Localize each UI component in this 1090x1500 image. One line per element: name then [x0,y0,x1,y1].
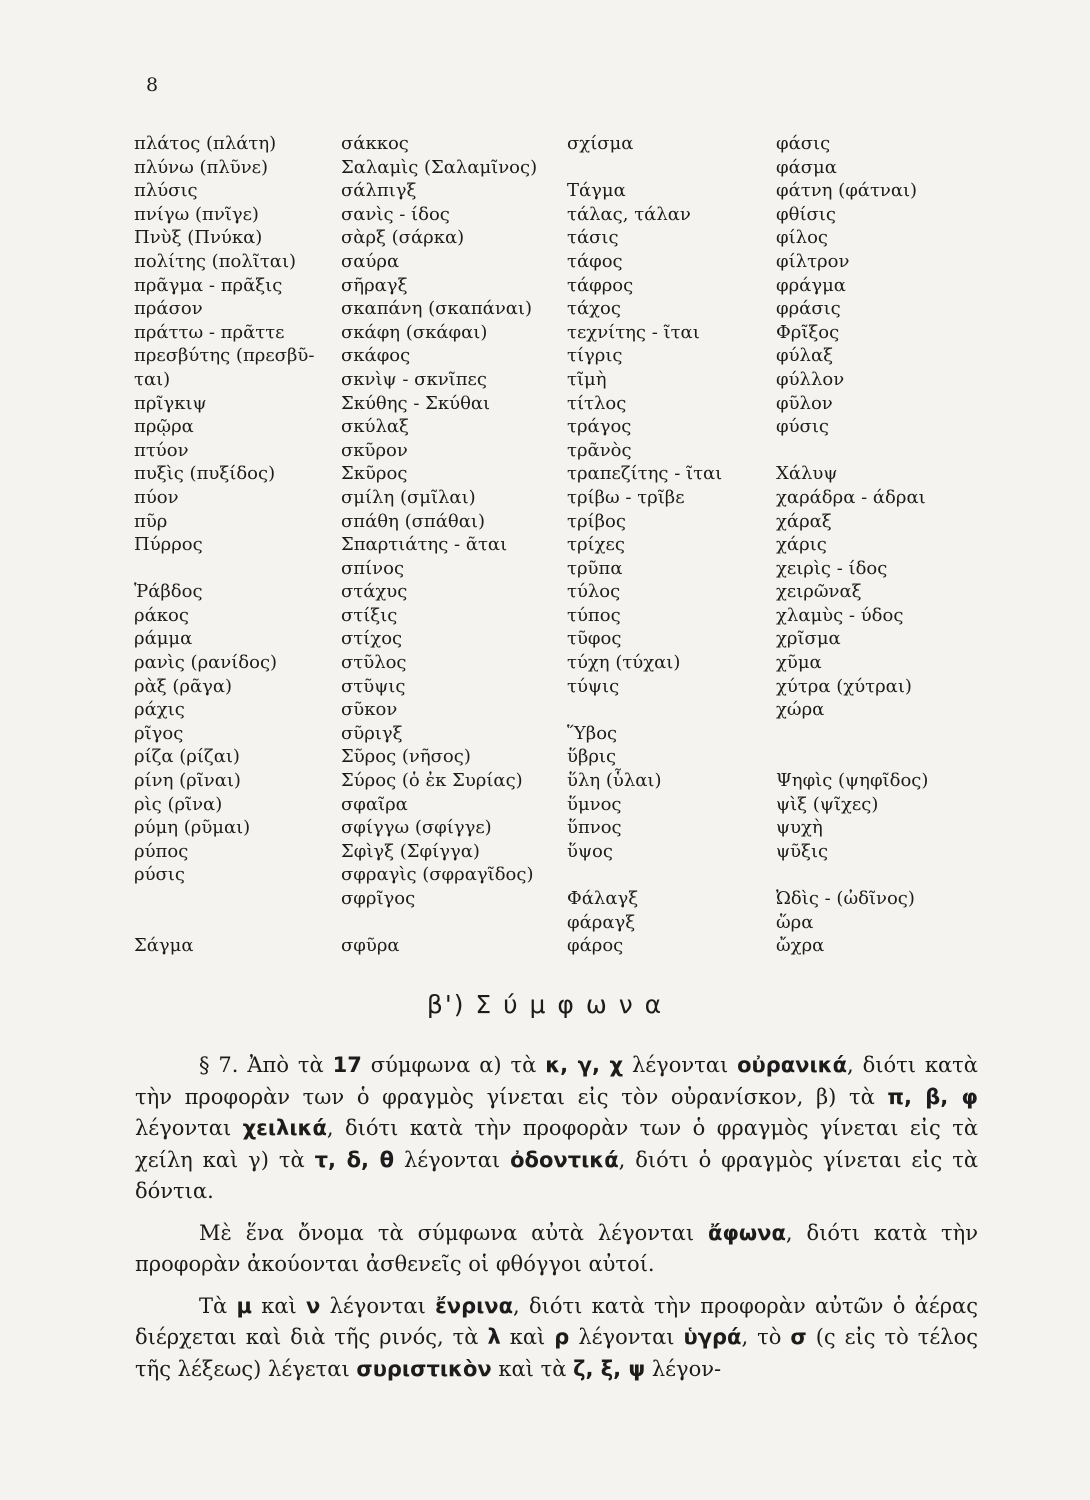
letters-bold: π, β, φ [887,1084,978,1109]
word-entry: τάχος [567,298,621,320]
word-entry: σφραγὶς (σφραγῖδος) [341,864,534,886]
word-entry: φῦλον [776,392,833,414]
text: σύμφωνα α) τὰ [361,1053,546,1077]
word-entry: Σῦρος (νῆσος) [341,746,471,768]
word-entry: ται) [134,368,171,390]
word-entry: πρᾶγμα - πρᾶξις [134,274,283,296]
word-entry: σανὶς - ίδος [341,203,450,225]
word-entry: Σφὶγξ (Σφίγγα) [341,840,480,862]
word-entry: Ὕβος [567,722,618,744]
word-entry: ρίζα (ρίζαι) [134,746,240,768]
word-entry: Ὠδὶς - (ὠδῖνος) [776,888,915,909]
text: λέγονται [569,1325,684,1349]
word-entry: σκάφη (σκάφαι) [341,321,488,343]
word-entry: Φάλαγξ [567,888,639,909]
text: , τὸ [741,1325,791,1349]
word-entry: ρὰξ (ρᾶγα) [134,675,233,697]
word-entry: σαύρα [341,250,400,272]
word-entry: τρίχες [567,534,625,556]
word-entry: Τάγμα [567,180,626,202]
word-entry: φάσμα [776,156,837,178]
word-entry: τρίβω - τρῖβε [567,486,685,508]
word-entry: πύον [134,486,179,508]
body-text [135,1050,978,1395]
word-entry [567,698,722,722]
word-entry: χειρὶς - ίδος [776,557,888,579]
word-entry: σὰρξ (σάρκα) [341,227,465,249]
number-bold: 17 [332,1053,362,1077]
word-entry: σμίλη (σμῖλαι) [341,486,476,508]
word-entry: φάσις [776,133,831,154]
word-entry: φύλαξ [776,345,834,367]
word-entry: Φρῖξος [776,321,840,343]
word-entry: Σπαρτιάτης - ᾶται [341,534,508,556]
word-entry [776,722,928,746]
word-entry: ὤχρα [776,935,825,957]
word-entry: πῦρ [134,510,168,532]
word-entry: τρᾶνὸς [567,439,632,461]
word-entry: σῦριγξ [341,722,403,744]
word-entry: Σαλαμὶς (Σαλαμῖνος) [341,156,538,178]
text: λέγονται [135,1116,243,1140]
word-entry [567,863,722,887]
word-entry: φάρος [567,935,624,957]
letters-bold: λ [487,1325,501,1349]
text: λέγονται [623,1053,738,1077]
word-entry [776,745,928,769]
term-bold: χειλικά [242,1116,327,1140]
word-entry: Πνὺξ (Πνύκα) [134,227,263,249]
word-entry: Χάλυψ [776,463,838,485]
paragraph-aphona [135,1218,978,1281]
letters-bold: μ [236,1293,252,1318]
word-entry [776,439,928,463]
word-entry: τεχνίτης - ῖται [567,321,700,343]
term-bold: ὀδοντικά [510,1147,619,1172]
word-entry: φύλλον [776,368,845,390]
word-entry: φάτνη (φάτναι) [776,180,918,202]
word-entry: Σκῦρος [341,463,408,485]
word-entry: τύψις [567,675,620,697]
word-entry: σκνὶψ - σκνῖπες [341,368,487,390]
word-entry: σπίνος [341,557,405,579]
word-entry: πλύνω (πλῦνε) [134,156,269,178]
word-entry: χάρις [776,534,827,556]
text: § 7. Ἀπὸ τὰ [199,1053,333,1077]
word-entry: πτύον [134,439,189,461]
word-entry: χάραξ [776,510,832,532]
word-column-2 [341,132,537,958]
paragraph-7 [135,1050,978,1208]
word-entry: χῦμα [776,652,822,674]
word-entry: τύλος [567,581,621,603]
word-entry: ρανὶς (ρανίδος) [134,652,278,674]
word-entry: χλαμὺς - ύδος [776,604,904,626]
word-entry: ψὶξ (ψῖχες) [776,793,879,815]
word-entry: Σύρος (ὁ ἐκ Συρίας) [341,770,523,792]
text: , διότι ὁ φραγμὸς γίνεται εἰς τὰ δόντια. [135,1147,978,1203]
text: λέγονται [394,1147,511,1172]
word-entry: φράγμα [776,274,846,296]
word-entry [776,863,928,887]
word-entry: σπάθη (σπάθαι) [341,510,485,532]
word-entry: φύσις [776,416,829,438]
word-entry: στίχος [341,628,403,650]
term-bold: ἄφωνα [708,1220,786,1245]
word-entry: τίτλος [567,392,627,414]
word-entry: σφίγγω (σφίγγε) [341,817,492,839]
word-entry: χύτρα (χύτραι) [776,675,912,697]
word-entry: φίλος [776,227,828,249]
word-entry: ρίνη (ρῖναι) [134,770,241,792]
word-entry: Ψηφὶς (ψηφῖδος) [776,770,929,792]
word-entry: σκαπάνη (σκαπάναι) [341,298,533,320]
word-entry: ράχις [134,699,185,721]
word-entry: ὕβρις [567,746,617,768]
word-entry: σῦκον [341,699,398,721]
word-entry: σφῦρα [341,935,400,957]
letters-bold: ν [306,1293,321,1318]
word-entry: πλάτος (πλάτη) [134,133,277,154]
word-entry: τάσις [567,227,619,249]
word-entry: Σάγμα [134,935,194,957]
word-entry: πρῖγκιψ [134,392,207,414]
word-entry: ράκος [134,604,189,626]
text: , διότι κατὰ τὴν προφορὰν των ὁ φραγμὸς γίνεται εἰς τὸν οὐρανίσκον, β) τὰ [135,1053,978,1109]
text: Μὲ ἕνα ὄνομα τὰ σύμφωνα αὐτὰ λέγονται [199,1220,709,1245]
word-entry: σάλπιγξ [341,180,417,202]
letters-bold: ρ [554,1325,570,1349]
word-entry: σκῦρον [341,439,408,461]
word-entry: τῖμὴ [567,368,607,390]
word-entry: τραπεζίτης - ῖται [567,463,723,485]
word-entry: τῦφος [567,628,622,650]
word-entry: τάφρος [567,274,634,296]
text: (ς εἰς τὸ τέλος τῆς λέξεως) λέγεται [135,1325,979,1381]
word-entry: ὕμνος [567,793,622,815]
word-entry: ψυχὴ [776,817,823,839]
word-entry: ρύπος [134,840,189,862]
term-bold: ἔνρινα [435,1293,514,1318]
text: , διότι κατὰ τὴν προφορὰν των ὁ φραγμὸς γίνεται εἰς τὰ χείλη καὶ γ) τὰ [135,1116,979,1172]
word-entry: τύχη (τύχαι) [567,652,681,674]
word-entry: χαράδρα - άδραι [776,486,926,508]
word-entry: ὕψος [567,840,613,862]
word-entry: ράμμα [134,628,193,650]
word-entry: πράττω - πρᾶττε [134,321,285,343]
term-bold: ὑγρά [683,1325,742,1349]
section-title: β') Σ ύ μ φ ω ν α [426,990,664,1019]
word-entry: Σκύθης - Σκύθαι [341,392,491,414]
page-number: 8 [146,74,159,96]
paragraph-enrina [135,1291,978,1386]
word-entry: ὕλη (ὗλαι) [567,770,662,792]
word-entry: φράσις [776,298,841,320]
word-entry: ὕπνος [567,817,622,839]
word-entry: πράσον [134,298,203,320]
word-entry: πρεσβύτης (πρεσβῦ- [134,345,315,367]
word-entry: Ῥάβδος [134,581,203,603]
word-entry: στῦψις [341,675,406,697]
word-entry: σχίσμα [567,133,634,154]
word-entry: ὥρα [776,911,814,933]
word-entry: Πύρρος [134,534,203,556]
text: , διότι κατὰ τὴν προφορὰν αὐτῶν ὁ ἀέρας διέρχεται καὶ διὰ τῆς ρινός, τὰ [135,1293,978,1349]
word-entry: σφρῖγος [341,888,416,909]
term-bold: οὐρανικά [737,1053,847,1077]
word-entry [134,887,314,911]
word-entry: χειρῶναξ [776,581,862,603]
word-entry: τράγος [567,416,632,438]
word-entry: τρίβος [567,510,626,532]
letters-bold: ζ, ξ, ψ [573,1356,646,1381]
word-entry: ρύμη (ρῦμαι) [134,817,251,839]
word-entry: τίγρις [567,345,623,367]
text: καὶ [500,1325,555,1349]
word-entry: σκύλαξ [341,416,409,438]
word-entry: φθίσις [776,203,836,225]
word-entry: στίξις [341,604,398,626]
word-column-1 [134,132,314,958]
word-entry: ρὶς (ρῖνα) [134,793,223,815]
word-entry [134,911,314,935]
word-entry [134,557,314,581]
word-entry: στάχυς [341,581,408,603]
word-entry: πνίγω (πνῖγε) [134,203,259,225]
word-entry: τύπος [567,604,621,626]
word-entry: σάκκος [341,133,409,154]
word-column-4 [776,132,928,958]
word-entry: ψῦξις [776,840,829,862]
word-entry: χώρα [776,699,825,721]
text: καὶ [251,1293,307,1318]
text: λέγον- [645,1356,722,1381]
letters-bold: κ, γ, χ [545,1053,624,1077]
word-entry: φίλτρον [776,250,850,272]
word-entry: σῆραγξ [341,274,408,296]
letters-bold: σ [790,1325,807,1349]
word-entry [567,156,722,180]
letters-bold: τ, δ, θ [314,1147,395,1172]
word-entry: πρῷρα [134,416,194,438]
word-entry: στῦλος [341,652,407,674]
word-entry: ρύσις [134,864,185,886]
word-entry: πλύσις [134,180,198,202]
word-entry: πυξὶς (πυξίδος) [134,463,276,485]
word-entry: φάραγξ [567,911,636,933]
text: λέγονται [320,1293,436,1318]
text: , διότι κατὰ τὴν προφορὰν ἀκούονται ἀσθενεῖς οἱ φθόγγοι αὐτοί. [135,1220,978,1276]
word-entry: χρῖσμα [776,628,841,650]
word-entry: τάλας, τάλαν [567,203,691,225]
word-column-3 [567,132,722,958]
word-entry [341,911,537,935]
word-entry: τρῦπα [567,557,623,579]
word-entry: σφαῖρα [341,793,408,815]
word-entry: ρῖγος [134,722,184,744]
text: καὶ τὰ [491,1356,574,1381]
term-bold: συριστικὸν [356,1356,492,1381]
word-entry: σκάφος [341,345,411,367]
word-entry: τάφος [567,250,623,272]
text: Τὰ [199,1293,237,1318]
word-entry: πολίτης (πολῖται) [134,250,297,272]
